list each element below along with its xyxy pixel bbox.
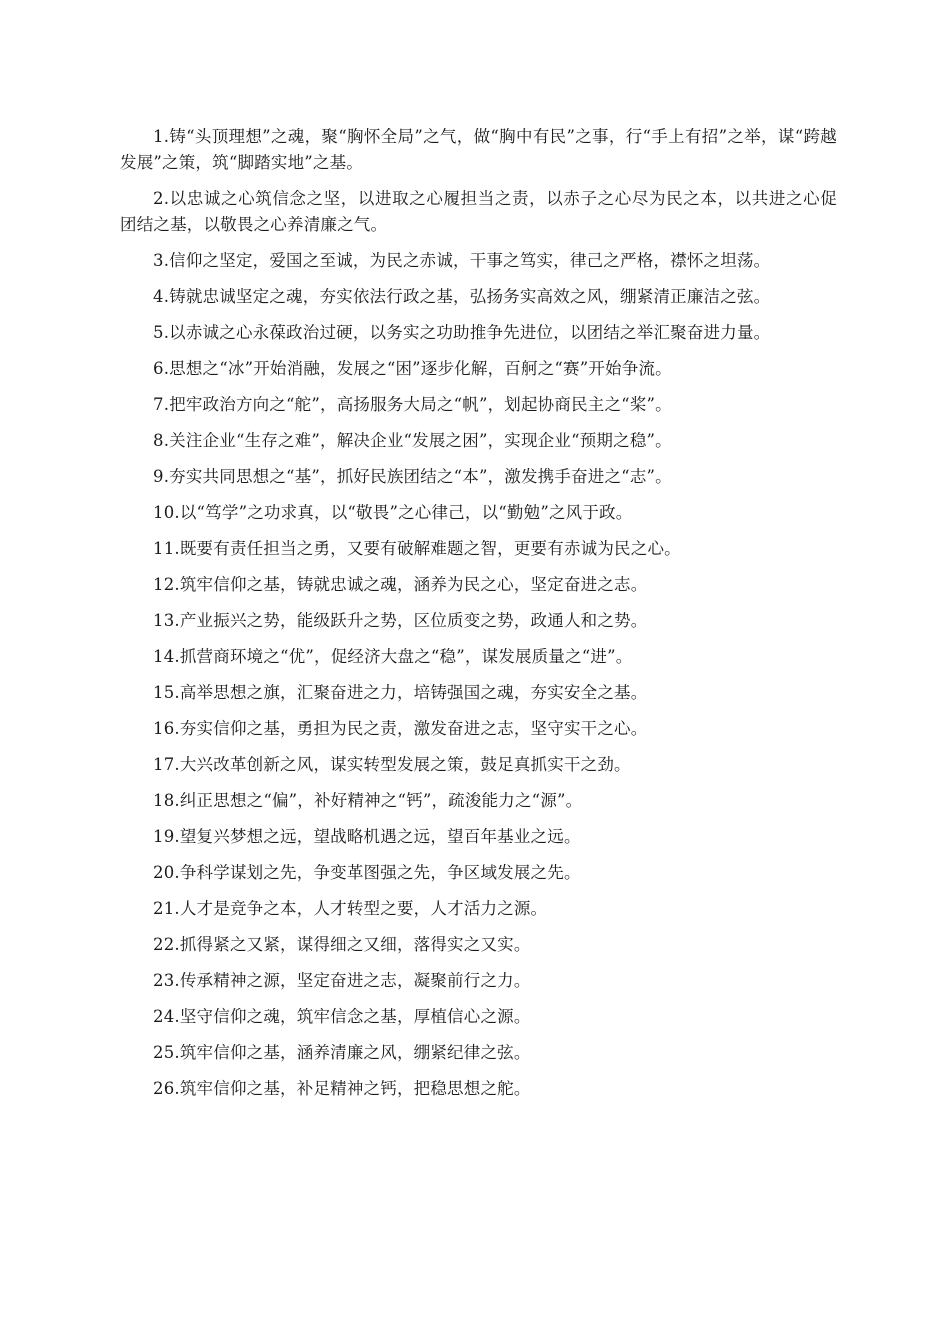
paragraph-2: 2.以忠诚之心筑信念之坚，以进取之心履担当之责，以赤子之心尽为民之本，以共进之心促团结之基，以敬畏之心养清廉之气。 bbox=[120, 189, 837, 234]
paragraph-9: 9.夯实共同思想之“基”，抓好民族团结之“本”，激发携手奋进之“志”。 bbox=[153, 467, 672, 486]
paragraph-5: 5.以赤诚之心永葆政治过硬，以务实之功助推争先进位，以团结之举汇聚奋进力量。 bbox=[153, 323, 771, 342]
paragraph-22: 22.抓得紧之又紧，谋得细之又细，落得实之又实。 bbox=[153, 935, 531, 954]
paragraph-4: 4.铸就忠诚坚定之魂，夯实依法行政之基，弘扬务实高效之风，绷紧清正廉洁之弦。 bbox=[153, 287, 771, 306]
paragraph-14: 14.抓营商环境之“优”，促经济大盘之“稳”，谋发展质量之“进”。 bbox=[153, 647, 633, 666]
paragraph-6: 6.思想之“冰”开始消融，发展之“困”逐步化解，百舸之“赛”开始争流。 bbox=[153, 359, 672, 378]
paragraph-25: 25.筑牢信仰之基，涵养清廉之风，绷紧纪律之弦。 bbox=[153, 1043, 531, 1062]
paragraph-11: 11.既要有责任担当之勇，又要有破解难题之智，更要有赤诚为民之心。 bbox=[153, 539, 681, 558]
paragraph-19: 19.望复兴梦想之远，望战略机遇之远，望百年基业之远。 bbox=[153, 827, 581, 846]
paragraph-15: 15.高举思想之旗，汇聚奋进之力，培铸强国之魂，夯实安全之基。 bbox=[153, 683, 648, 702]
paragraph-3: 3.信仰之坚定，爱国之至诚，为民之赤诚，干事之笃实，律己之严格，襟怀之坦荡。 bbox=[153, 251, 771, 270]
paragraph-18: 18.纠正思想之“偏”，补好精神之“钙”，疏浚能力之“源”。 bbox=[153, 791, 583, 810]
paragraph-13: 13.产业振兴之势，能级跃升之势，区位质变之势，政通人和之势。 bbox=[153, 611, 648, 630]
paragraph-23: 23.传承精神之源，坚定奋进之志，凝聚前行之力。 bbox=[153, 971, 531, 990]
paragraph-7: 7.把牢政治方向之“舵”，高扬服务大局之“帆”，划起协商民主之“桨”。 bbox=[153, 395, 672, 414]
paragraph-20: 20.争科学谋划之先，争变革图强之先，争区域发展之先。 bbox=[153, 863, 581, 882]
paragraph-24: 24.坚守信仰之魂，筑牢信念之基，厚植信心之源。 bbox=[153, 1007, 531, 1026]
paragraph-16: 16.夯实信仰之基，勇担为民之责，激发奋进之志，坚守实干之心。 bbox=[153, 719, 648, 738]
paragraph-8: 8.关注企业“生存之难”，解决企业“发展之困”，实现企业“预期之稳”。 bbox=[153, 431, 672, 450]
paragraph-1: 1.铸“头顶理想”之魂，聚“胸怀全局”之气，做“胸中有民”之事，行“手上有招”之举，谋“跨越发展”之策，筑“脚踏实地”之基。 bbox=[120, 127, 837, 172]
paragraph-17: 17.大兴改革创新之风，谋实转型发展之策，鼓足真抓实干之劲。 bbox=[153, 755, 631, 774]
paragraph-10: 10.以“笃学”之功求真，以“敬畏”之心律己，以“勤勉”之风于政。 bbox=[153, 503, 633, 522]
paragraph-26: 26.筑牢信仰之基，补足精神之钙，把稳思想之舵。 bbox=[153, 1079, 531, 1098]
paragraph-12: 12.筑牢信仰之基，铸就忠诚之魂，涵养为民之心，坚定奋进之志。 bbox=[153, 575, 648, 594]
document-body bbox=[120, 124, 837, 1112]
paragraph-21: 21.人才是竞争之本，人才转型之要，人才活力之源。 bbox=[153, 899, 548, 918]
